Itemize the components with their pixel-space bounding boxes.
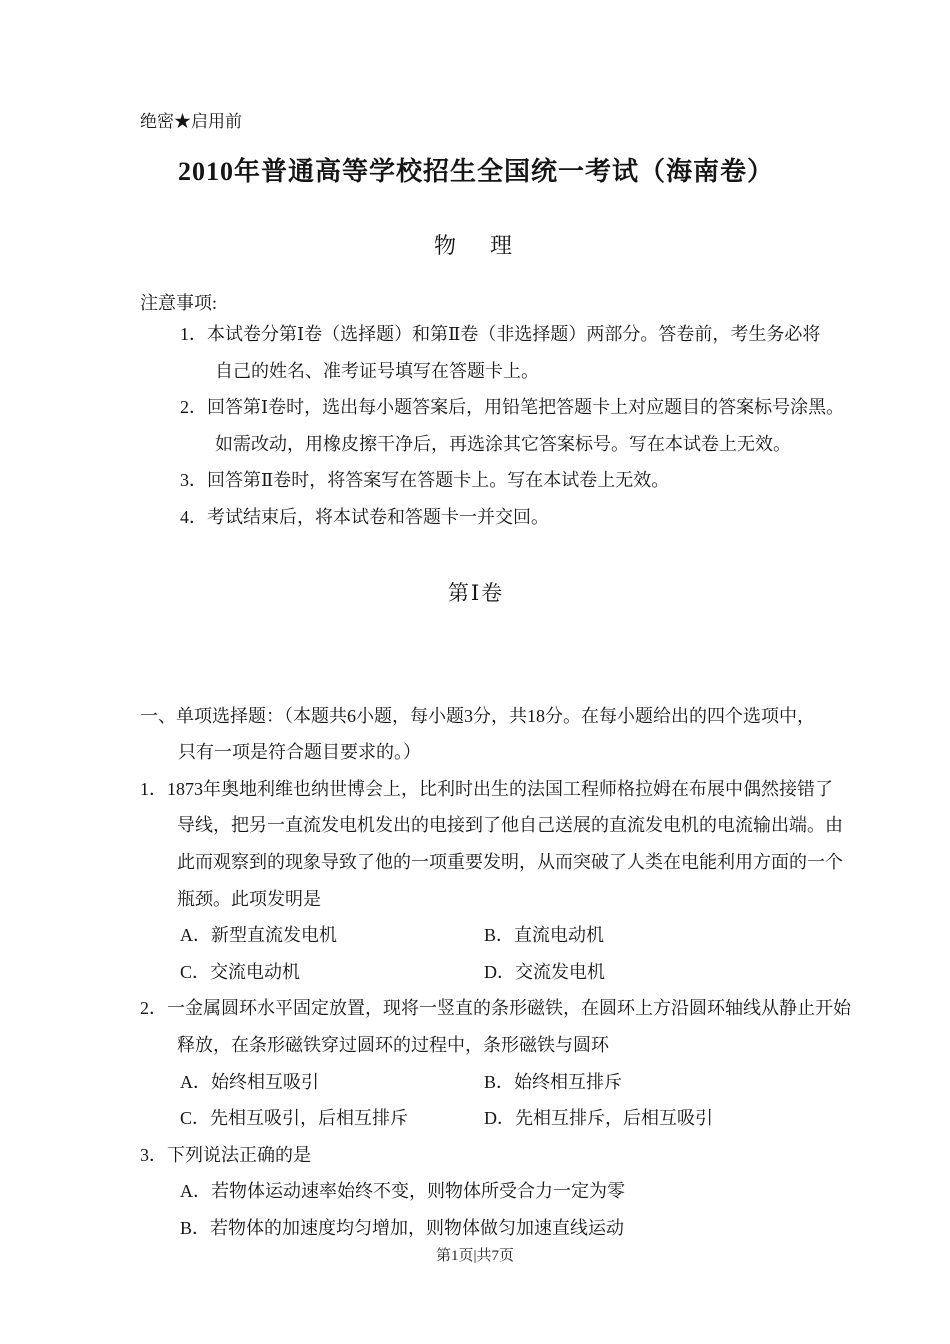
question-1-option-a: A．新型直流发电机 [180,925,337,946]
question-2-option-c: C．先相互吸引，后相互排斥 [180,1108,409,1129]
note-1-number: 1． [180,324,207,344]
question-1-option-d: D．交流发电机 [484,961,605,982]
question-1-stem-line-4: 瓶颈。此项发明是 [177,888,321,909]
note-item-1-continuation: 自己的姓名、准考证号填写在答题卡上。 [215,360,539,381]
note-item-2 [140,389,845,426]
note-item-2-continuation: 如需改动，用橡皮擦干净后，再选涂其它答案标号。写在本试卷上无效。 [215,433,791,454]
question-2-stem-text: 一金属圆环水平固定放置，现将一竖直的条形磁铁，在圆环上方沿圆环轴线从静止开始 [167,998,851,1019]
question-3-stem-line-1 [140,1137,812,1174]
exam-title: 2010年普通高等学校招生全国统一考试（海南卷） [177,157,774,186]
question-3-option-a: A．若物体运动速率始终不变，则物体所受合力一定为零 [180,1181,625,1202]
question-3-option-b: B．若物体的加速度均匀增加，则物体做匀加速直线运动 [180,1217,625,1238]
question-2 [140,990,851,1136]
question-3-number: 3． [140,1144,167,1165]
note-item-1 [140,316,821,353]
question-1-option-b: B．直流电动机 [484,925,605,946]
question-1-number: 1． [140,778,167,799]
question-2-stem-line-2: 释放，在条形磁铁穿过圆环的过程中，条形磁铁与圆环 [177,1034,609,1055]
question-1 [140,771,843,991]
question-2-option-b: B．始终相互排斥 [484,1071,623,1092]
question-2-options-row-2 [140,1100,812,1137]
question-1-options-row-1 [140,917,812,954]
note-4-number: 4． [180,506,207,527]
part1-heading: 第Ⅰ卷 [447,580,505,605]
classification-label: 绝密★启用前 [140,112,242,131]
subject-title: 物 理 [433,233,518,258]
notes-section [140,290,845,536]
section1-intro-line-2: 只有一项是符合题目要求的。） [178,742,421,763]
question-1-option-c: C．交流电动机 [180,961,301,982]
question-2-options-row-1 [140,1064,812,1101]
note-3-text: 回答第Ⅱ卷时，将答案写在答题卡上。写在本试卷上无效。 [207,470,670,491]
note-2-text: 回答第Ⅰ卷时，选出每小题答案后，用铅笔把答题卡上对应题目的答案标号涂黑。 [207,397,845,418]
section1-number: 一、 [140,705,176,726]
question-2-stem-line-1 [140,990,851,1027]
question-1-stem-text: 1873年奥地利维也纳世博会上，比利时出生的法国工程师格拉姆在布展中偶然接错了 [167,778,833,799]
note-item-4 [140,499,812,536]
note-4-text: 考试结束后，将本试卷和答题卡一并交回。 [207,506,549,527]
note-item-3 [140,462,812,499]
section1-intro [140,698,815,771]
section1-intro-line-1 [140,698,815,735]
question-1-stem-line-3: 此而观察到的现象导致了他的一项重要发明，从而突破了人类在电能利用方面的一个 [177,851,843,872]
question-2-option-d: D．先相互排斥，后相互吸引 [484,1108,713,1129]
section1-intro-text: 单项选择题：（本题共6小题，每小题3分，共18分。在每小题给出的四个选项中， [176,705,815,726]
notes-heading: 注意事项: [140,293,218,313]
note-1-text: 本试卷分第Ⅰ卷（选择题）和第Ⅱ卷（非选择题）两部分。答卷前，考生务必将 [207,324,821,344]
question-2-number: 2． [140,998,167,1019]
question-3 [140,1137,812,1247]
page-footer: 第1页|共7页 [435,1248,514,1264]
question-1-stem-line-2: 导线，把另一直流发电机发出的电接到了他自己送展的直流发电机的电流输出端。由 [177,815,843,836]
question-2-option-a: A．始终相互吸引 [180,1071,319,1092]
question-3-stem-text: 下列说法正确的是 [167,1144,311,1165]
question-1-stem-line-1 [140,771,833,808]
note-2-number: 2． [180,397,207,418]
note-3-number: 3． [180,470,207,491]
question-1-options-row-2 [140,954,812,991]
